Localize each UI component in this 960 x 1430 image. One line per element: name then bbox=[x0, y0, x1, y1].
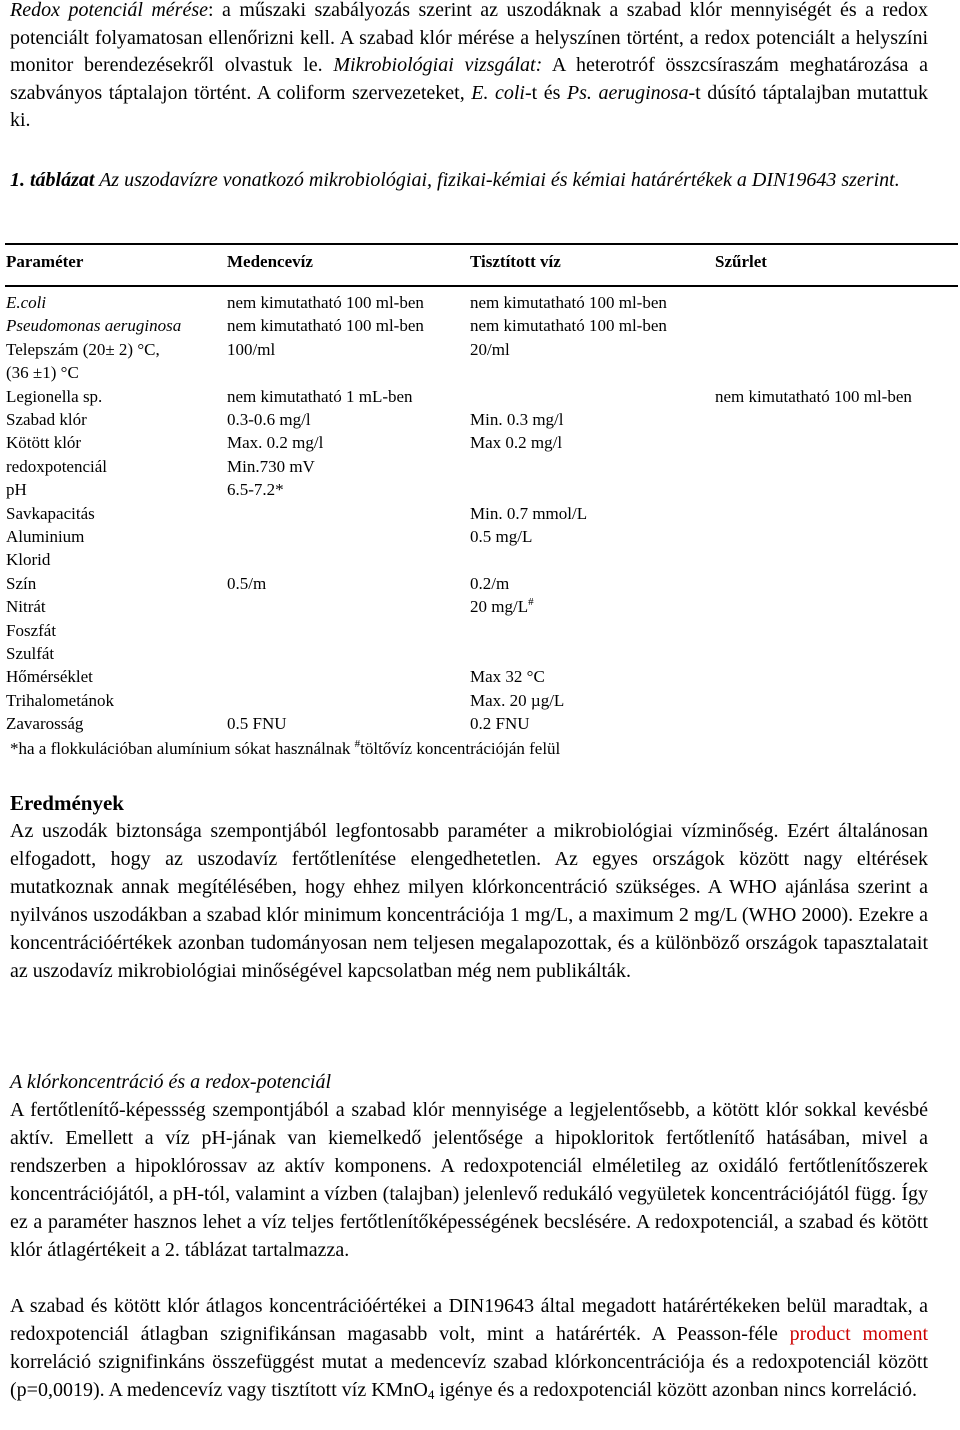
row-clean-value: nem kimutatható 100 ml-ben bbox=[470, 316, 667, 335]
micro-label: Mikrobiológiai vizsgálat: bbox=[333, 54, 543, 76]
row-pool-value: Min.730 mV bbox=[227, 457, 315, 476]
micro-text: A heterotróf összcsíraszám meghatározása a szabványos táptalajon történt. A coliform szervezeteket, bbox=[10, 54, 928, 104]
chlorine-heading: A klórkoncentráció és a redox-potenciál bbox=[10, 1071, 332, 1093]
row-param: pH bbox=[6, 480, 27, 499]
row-clean-value: Min. 0.7 mmol/L bbox=[470, 504, 588, 523]
row-pool-value: nem kimutatható 1 mL-ben bbox=[227, 387, 413, 406]
footnote-b: töltővíz koncentrációján felül bbox=[360, 739, 561, 758]
row-clean-sup: # bbox=[528, 596, 534, 608]
row-pool-value: 0.5 FNU bbox=[227, 714, 287, 733]
methods-paragraph bbox=[10, 0, 928, 135]
row-filtrate-value: nem kimutatható 100 ml-ben bbox=[715, 387, 912, 406]
row-clean-value: Max. 20 µg/L bbox=[470, 691, 565, 710]
row-clean-value: 20 mg/L# bbox=[470, 596, 534, 616]
row-clean-value: 0.2 FNU bbox=[470, 714, 530, 733]
row-param: Legionella sp. bbox=[6, 387, 103, 406]
row-param: Pseudomonas aeruginosa bbox=[6, 316, 182, 335]
and-text: -t és bbox=[524, 81, 567, 104]
ecoli-name: E. coli bbox=[471, 81, 525, 104]
micro-end: -t dúsító táptalajban mutattuk ki. bbox=[10, 81, 928, 131]
redox-label: Redox potenciál mérése bbox=[10, 0, 208, 21]
header-filtrate: Szűrlet bbox=[715, 252, 767, 271]
table-header-rule bbox=[5, 285, 958, 287]
table-top-rule bbox=[5, 243, 958, 245]
row-param: redoxpotenciál bbox=[6, 457, 108, 476]
header-parameter: Paraméter bbox=[6, 252, 84, 271]
redox-text: : a műszaki szabályozás szerint az uszodáknak a szabad klór mennyiségét és a redox potenciált folyamatosan ellenőrizni kell. A szabad klór mérése a helyszínen történt, a redox potenciált a helyszíni monitor berendezésekről olvastuk le. bbox=[10, 0, 928, 76]
row-param: Telepszám (20± 2) °C, bbox=[6, 340, 160, 359]
results-paragraph: Az uszodák biztonsága szempontjából legfontosabb paraméter a mikrobiológiai vízminőség. Ezért általánosan elfogadott, hogy az uszodavíz fertőtlenítése elengedhetetlen. Az egyes országok között nagy eltérések mutatkoznak annak megítélésében, hogy ehhez milyen klórkoncentráció szükséges. A WHO ajánlása szerint a nyilvános uszodákban a szabad klór minimum koncentrációja 1 mg/L, a maximum 2 mg/L (WHO 2000). Ezekre a koncentrációértékek azonban tudományosan nem teljesen megalapozottak, és a különböző országok tapasztalatait az uszodavíz mikrobiológiai minőségével kapcsolatban még nem publikálták. bbox=[10, 820, 928, 982]
row-param: Szabad klór bbox=[6, 410, 87, 429]
caption-text: Az uszodavízre vonatkozó mikrobiológiai, fizikai-kémiai és kémiai határértékek a DIN19643 szerint. bbox=[94, 169, 900, 191]
row-param: Savkapacitás bbox=[6, 504, 95, 523]
row-clean-value: Max 0.2 mg/l bbox=[470, 433, 563, 452]
row-clean-value: nem kimutatható 100 ml-ben bbox=[470, 293, 667, 312]
results-heading: Eredmények bbox=[10, 791, 124, 815]
row-param: Kötött klór bbox=[6, 433, 82, 452]
row-param: (36 ±1) °C bbox=[6, 363, 79, 382]
ps-name: Ps. aeruginosa bbox=[566, 81, 689, 104]
row-clean-value: Max 32 °C bbox=[470, 667, 545, 686]
row-clean-value: Min. 0.3 mg/l bbox=[470, 410, 564, 429]
para2-start: A szabad és kötött klór átlagos koncentrációértékei a DIN19643 által megadott határértékeken belül maradtak, a redoxpotenciál átlagban szignifikánsan magasabb volt, mint a határérték. A Peasson-féle bbox=[10, 1295, 928, 1345]
row-clean-value: 0.2/m bbox=[470, 574, 510, 593]
table-number: 1. táblázat bbox=[10, 169, 95, 191]
para2-end: igénye és a redoxpotenciál között azonban nincs korreláció. bbox=[434, 1379, 917, 1401]
header-clean-water: Tisztított víz bbox=[470, 252, 561, 271]
kmno4-subscript: 4 bbox=[427, 1387, 435, 1402]
row-param: Foszfát bbox=[6, 621, 57, 640]
row-pool-value: 6.5-7.2* bbox=[227, 480, 284, 499]
row-pool-value: 100/ml bbox=[227, 340, 276, 359]
row-pool-value: Max. 0.2 mg/l bbox=[227, 433, 324, 452]
product-moment-text: product moment bbox=[789, 1323, 928, 1345]
footnote-a: *ha a flokkulációban alumínium sókat használnak bbox=[10, 739, 355, 758]
row-param: Hőmérséklet bbox=[6, 667, 93, 686]
row-param: Szín bbox=[6, 574, 37, 593]
row-pool-value: 0.3-0.6 mg/l bbox=[227, 410, 311, 429]
row-pool-value: 0.5/m bbox=[227, 574, 267, 593]
row-param: Trihalometánok bbox=[6, 691, 114, 710]
header-pool-water: Medencevíz bbox=[227, 252, 313, 271]
chlorine-paragraph-2 bbox=[10, 1292, 928, 1404]
table-footnote bbox=[10, 739, 560, 759]
row-param: E.coli bbox=[6, 293, 47, 312]
row-clean-value: 0.5 mg/L bbox=[470, 527, 533, 546]
para2-middle: korreláció szignifinkáns összefüggést mutat a medencevíz szabad klórkoncentrációja és a redoxpotenciál között (p=0,0019). A medencevíz vagy tisztított víz KMnO bbox=[10, 1351, 928, 1401]
row-param: Szulfát bbox=[6, 644, 55, 663]
row-param: Aluminium bbox=[6, 527, 85, 546]
row-clean-value: 20/ml bbox=[470, 340, 510, 359]
row-pool-value: nem kimutatható 100 ml-ben bbox=[227, 316, 424, 335]
row-param: Zavarosság bbox=[6, 714, 84, 733]
row-pool-value: nem kimutatható 100 ml-ben bbox=[227, 293, 424, 312]
footnote-mark: # bbox=[354, 738, 361, 750]
row-param: Nitrát bbox=[6, 597, 46, 616]
chlorine-paragraph-1: A fertőtlenítő-képessség szempontjából a szabad klór mennyisége a legjelentősebb, a kötött klór sokkal kevésbé aktív. Emellett a víz pH-jának van kiemelkedő jelentősége a hipokloritok fertőtlenítő hatásában, mivel a rendszerben a hipoklórossav az aktív komponens. A redoxpotenciál elméletileg az oxidáló fertőtlenítőszerek koncentrációjától, a pH-tól, valamint a vízben (talajban) jelenlevő redukáló vegyületek koncentrációjától függ. Így ez a paraméter hasznos lehet a víz teljes fertőtlenítőképességének becslésére. A redoxpotenciál, a szabad és kötött klór átlagértékeit a 2. táblázat tartalmazza. bbox=[10, 1099, 928, 1261]
table-caption bbox=[10, 166, 928, 194]
row-param: Klorid bbox=[6, 550, 51, 569]
